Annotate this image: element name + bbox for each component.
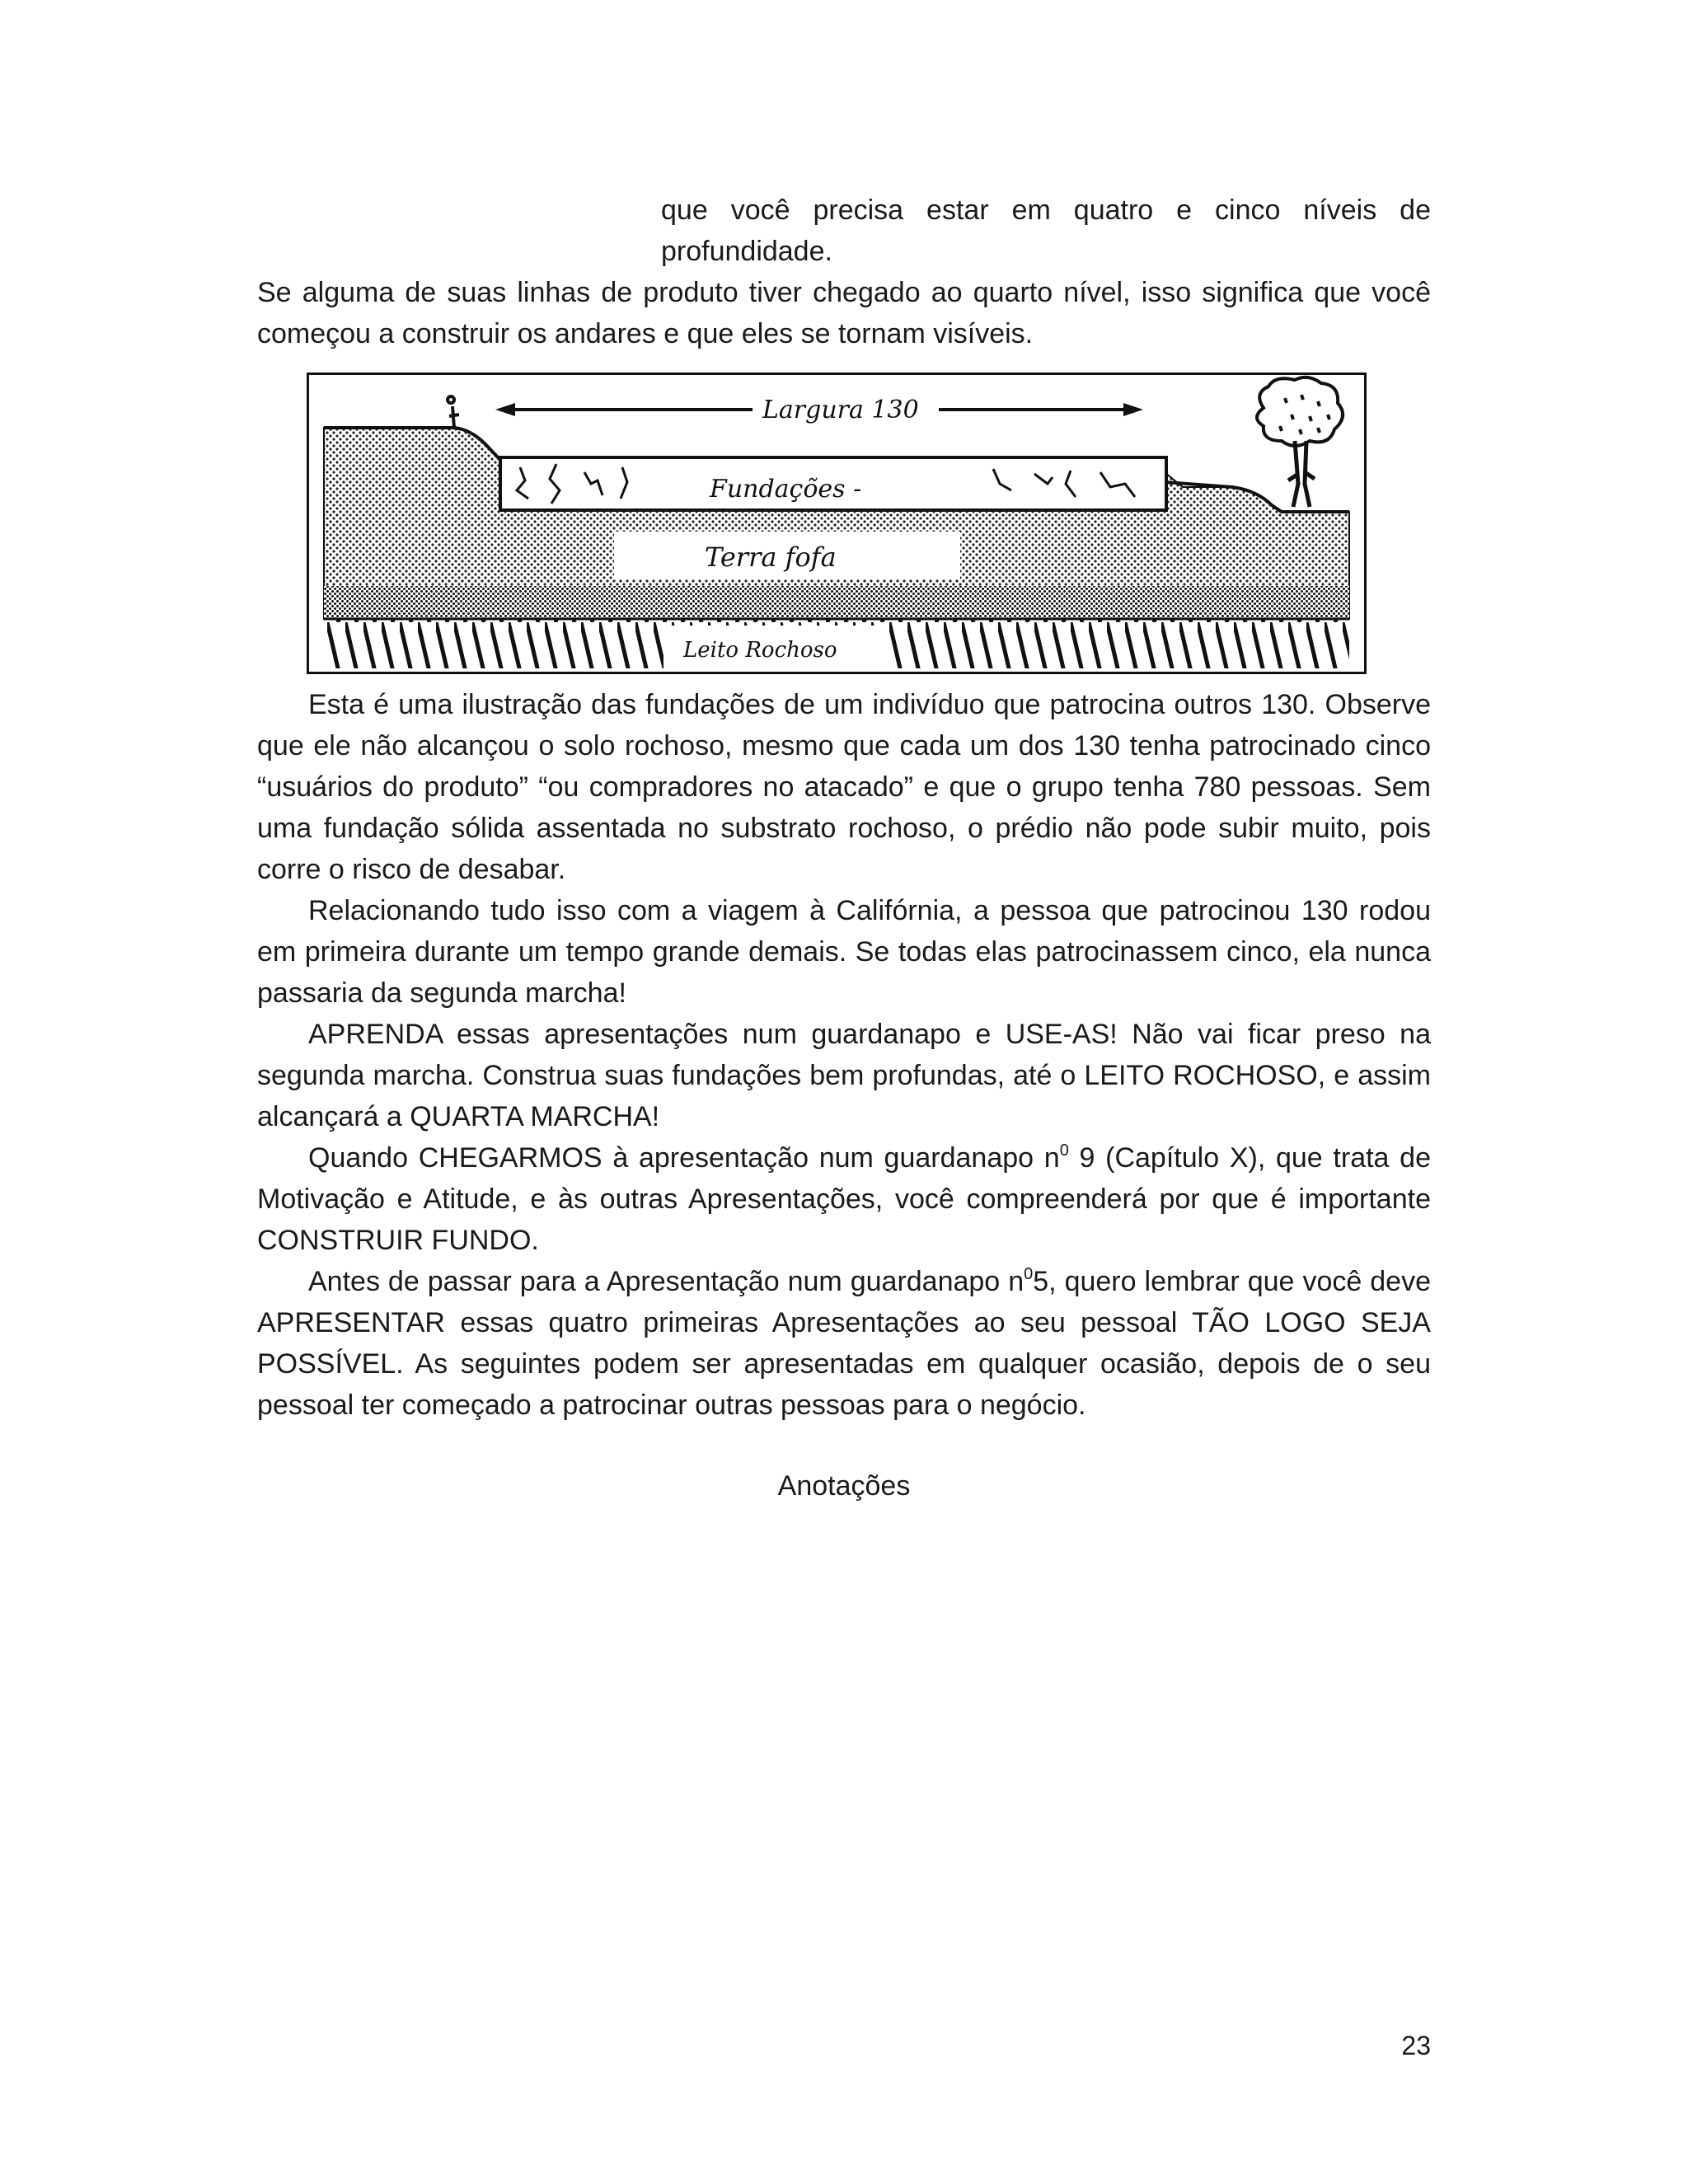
label-foundations: Fundações - <box>710 475 862 504</box>
paragraph-levels-text: Se alguma de suas linhas de produto tiver chegado ao quarto nível, isso significa que você começou a construir os andares e que eles se tornam visíveis. <box>257 277 1431 349</box>
paragraph-5-start: Antes de passar para a Apresentação num guardanapo n <box>308 1266 1025 1297</box>
label-width: Largura 130 <box>762 396 919 424</box>
notes-heading: Anotações <box>777 1470 911 1502</box>
dense-soil-band <box>324 586 1349 619</box>
intro-line-1: que você precisa estar em quatro e cinco níveis de <box>661 194 1431 226</box>
paragraph-3: APRENDA essas apresentações num guardanapo e USE-AS! Não vai ficar preso na segunda marcha. Construa suas fundações bem profundas, até o LEITO ROCHOSO, e assim alcançará a QUARTA MARCHA! <box>257 1019 1431 1132</box>
paragraph-4-start: Quando CHEGARMOS à apresentação num guardanapo n <box>308 1142 1060 1174</box>
tree-icon <box>1257 377 1343 507</box>
small-figure <box>448 396 459 428</box>
intro-line-2: profundidade. <box>661 236 832 267</box>
foundation-drawing <box>309 375 1364 672</box>
label-bedrock: Leito Rochoso <box>683 638 837 663</box>
paragraph-levels <box>257 272 1431 354</box>
page-number: 23 <box>1401 2031 1431 2060</box>
paragraph-1: Esta é uma ilustração das fundações de um indivíduo que patrocina outros 130. Observe que ele não alcançou o solo rochoso, mesmo que cada um dos 130 tenha patrocinado cinco “usuários do produto” “ou compradores no atacado” e que o grupo tenha 780 pessoas. Sem uma fundação sólida assentada no substrato rochoso, o prédio não pode subir muito, pois corre o risco de desabar. <box>257 689 1431 885</box>
arrow-left-head <box>495 403 515 416</box>
paragraph-5 <box>257 1261 1431 1426</box>
intro-continuation <box>661 190 1431 272</box>
arrow-right-head <box>1123 403 1143 416</box>
paragraph-5-end: 5, quero lembrar que você deve APRESENTAR essas quatro primeiras Apresentações ao seu pessoal TÃO LOGO SEJA POSSÍVEL. As seguintes podem ser apresentadas em qualquer ocasião, depois de o seu pessoal ter começado a patrocinar outras pessoas para o negócio. <box>257 1266 1431 1421</box>
label-soft-earth: Terra fofa <box>705 541 837 573</box>
paragraph-4-end: 9 (Capítulo X), que trata de Motivação e Atitude, e às outras Apresentações, você compreenderá por que é importante CONSTRUIR FUNDO. <box>257 1142 1431 1256</box>
foundation-illustration <box>307 373 1367 674</box>
body-paragraphs <box>257 684 1431 1426</box>
paragraph-4 <box>257 1137 1431 1261</box>
paragraph-5-superscript: 0 <box>1024 1265 1034 1283</box>
paragraph-2: Relacionando tudo isso com a viagem à Califórnia, a pessoa que patrocinou 130 rodou em primeira durante um tempo grande demais. Se todas elas patrocinassem cinco, ela nunca passaria da segunda marcha! <box>257 895 1431 1009</box>
paragraph-4-superscript: 0 <box>1059 1141 1069 1160</box>
